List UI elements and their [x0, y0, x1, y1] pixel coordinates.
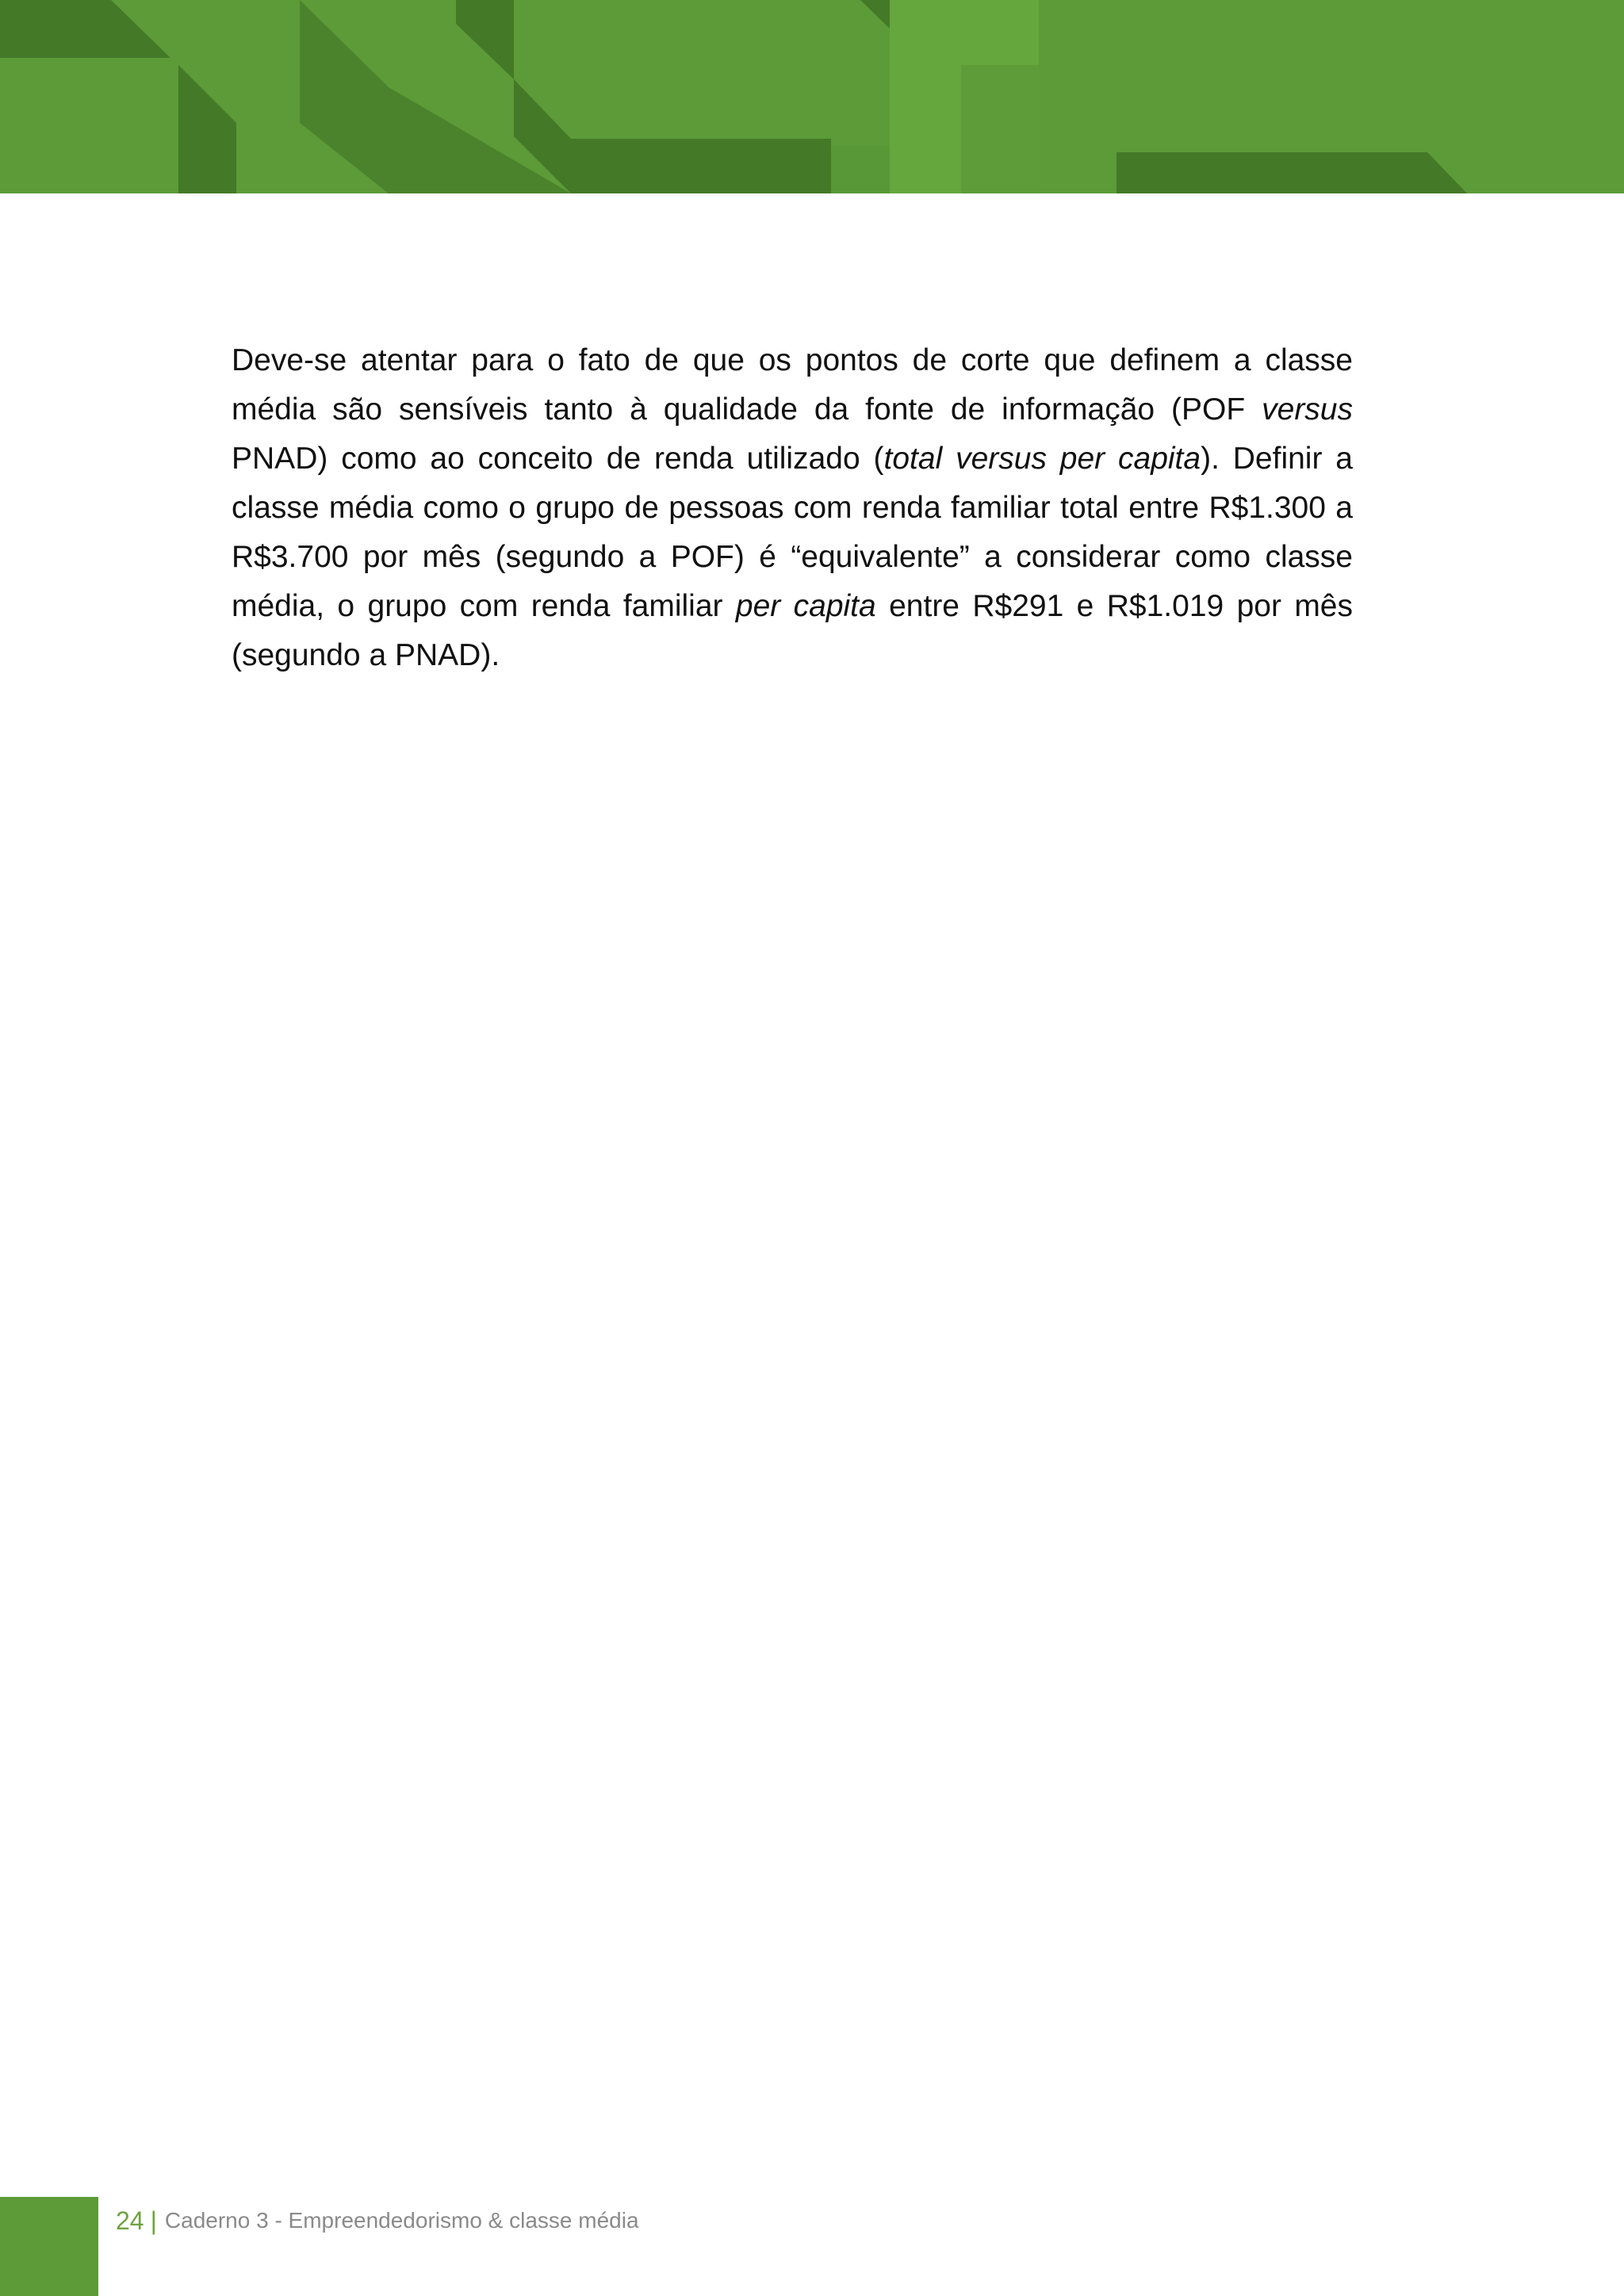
body-paragraph — [232, 336, 1353, 680]
body-text-italic: versus — [1262, 392, 1353, 427]
body-text-italic: per capita — [735, 589, 876, 623]
decorative-pattern — [0, 0, 1624, 193]
body-text-segment: Deve-se atentar para o fato de que os pontos de corte que definem a classe média são sensíveis tanto à qualidade da fonte de informação (POF — [232, 343, 1353, 427]
footer-green-block — [0, 2197, 98, 2296]
body-text-segment: ). Definir a classe média como o grupo de pessoas com renda familiar total entre R$1.300 a R$3.700 por mês (segundo a POF) é “equivalente” a considerar como classe média, o grupo com renda familiar — [232, 442, 1354, 623]
footer-title: Caderno 3 - Empreendedorismo & classe média — [164, 2208, 639, 2233]
header-banner — [0, 0, 1624, 193]
body-text-segment: entre R$291 e R$1.019 por mês (segundo a PNAD). — [232, 589, 1353, 672]
page-number: 24 — [116, 2206, 144, 2235]
footer-separator: | — [150, 2206, 157, 2235]
body-text-italic: total versus per capita — [883, 442, 1201, 476]
body-text-segment: PNAD) como ao conceito de renda utilizado ( — [232, 442, 884, 476]
banner-shape — [1116, 152, 1467, 193]
page-footer — [116, 2204, 639, 2237]
banner-shape — [831, 0, 890, 193]
